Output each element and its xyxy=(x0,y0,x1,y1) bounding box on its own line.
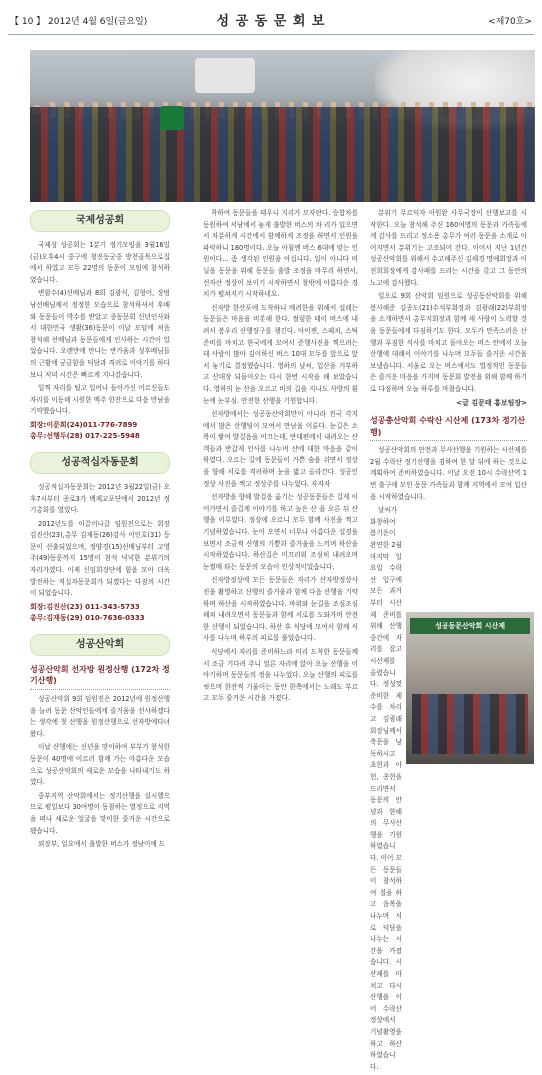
article-subhead: 성공충산악회 수락산 시산제 (173차 정기산행) xyxy=(370,415,527,441)
contact-line: 회장:이문희(24)011-776-7899 xyxy=(30,420,138,429)
group-hiking-photo xyxy=(30,50,535,202)
contact-line: 회장:김진산(23) 011-343-5733 xyxy=(30,602,140,611)
section-title: 국제성공회 xyxy=(75,215,125,226)
paragraph: 이날 산행에는 신년을 맞이하여 부부가 참석한 동문이 40명에 이르러 함께 가는 아름다운 모습으로 성공산악회의 새로운 모습을 나타내기도 하였다. xyxy=(30,743,170,787)
section-title-bar xyxy=(30,634,170,656)
paragraph: 성공산악회의 안전과 무사산행을 기원하는 시산제를 2월 수락산 정기산행을 겸하여 한 달 뒤에 하는 것으로 계획하여 준비하였습니다. 이날 오전 10시 수락산역 1번 출구에 모인 동문 가족들과 함께 지역에서 모여 입산을 시작하였습니다. xyxy=(370,446,527,501)
paragraph: 선자방을 향해 발걸음 옮기는 성공동문들은 길게 이어가면서 즐겁게 이야기를 하고 높은 산 을 오른 뒤 산행을 이루었다. 정상에 오르니 모두 함께 사진을 찍고 기념하였습니다. 눈이 오면서 너무나 아름다운 설경을 보면서 조금씩 산행의 기쁨과 즐거움을 느끼며 하산을 시작하였습니다. 하산길은 미끄러워 조심히 내려오며 눈썰매 타는 동문의 모습이 인상적이었습니다. xyxy=(203,493,358,571)
column-1 xyxy=(30,208,170,853)
paragraph: 일오로 9회 산악회 임원으로 성공동산악회를 위해 봉사해준 김종도(21)수석부회장과 김광래(22)부회장을 소개하면서 총무지회장과 함께 새 사람이 노력할 것을 동문들에게 다짐하기도 한다. 모두가 만족스러운 산행과 푸짐한 식사를 마치고 돌아오는 버스 안에서 오늘 산행에 대해서 이야기를 나누며 모두들 즐거운 시간을 보냈습니다. 서울로 오는 버스에서도 열정적인 동문들은 즐거운 마음을 가지며 동문회 발전을 위해 함께 하기로 다짐하며 오늘 하루를 마쳤습니다. xyxy=(370,292,527,393)
paragraph: 성공적십자동문회는 2012년 3월22일(금) 오후7시부터 종로3가 백제교포단에서 2012년 정기총회를 열었다. xyxy=(30,482,170,515)
paragraph: 변함수(4)선배님과 8회 김광식, 김형어, 장범남선배님께서 정정한 모습으로 참석하셔서 후배와 동문들이 박수를 받았고 종동문회 신년인사와서 대한민국 생활(36)동문이 이날 모임에 처음 참석해 선배님과 동문들에게 인사하는 시간이 있었습니다. 오랜만에 만나는 반가움과 성후배님들의 근황에 궁금함을 덕담과 격려로 이야기를 하다보니 저녁 시간은 빠르게 지나갔습니다. xyxy=(30,289,170,379)
paragraph: 외장부, 일요에서 출발한 버스가 정남이에 도 xyxy=(38,840,166,849)
paragraph: 선자방 한산포에 도착하니 매려한을 위해서 설레는 동문들은 마음을 비롯해 한다. 썰렁한 태이 버스에 내려서 봉우리 산행장구를 챙긴다. 아이젠, 스패치, 스틱 준비를 마치고 한국에게 모여서 준행사진을 찍으려는데 사람이 많아 김이하신 버스 10대 모두를 앞으로 앞서 놓기로 결정했습니다. 영하의 날씨, 입산을 거부하고 산대장 되돌아오는 다시 한번 시작을 해 보았습니다. 영하의 눈 산을 오르고 비의 길을 지나도 사방의 흰 눈에 눈부심. 안전한 산행을 기원합니다. xyxy=(203,303,358,405)
paragraph: 중부지역 산악회에서는 정기산행을 실시했으므로 평일보다 30여명이 동참하는 열정으로 지역을 떠나 새로운 얼굴을 맞이한 즐거운 시간으로 됐습니다. xyxy=(30,791,170,835)
paragraph: 선자방에서는 성공동산악회만이 아니라 전국 각지에서 많은 산행팀이 모여서 만남을 이룬다. 눈길은 소복이 쌓여 발걸음을 이끄는데, 반대편에서 내려오는 산객들과 반갑게 인사를 나누며 산에 대한 마음을 같이 하였다. 오르는 길에 동문들이 가쁜 숨을 쉬면서 정상을 향해 서로를 격려하며 눈을 밟고 올라간다. 성공인 정상 사진을 찍고 정상주를 나누었다. 자자자 xyxy=(203,410,358,488)
section-title: 성공적십자동문회 xyxy=(61,456,139,468)
photo-people xyxy=(412,694,528,754)
photo-flag xyxy=(160,106,184,130)
paragraph: 국제성 성공회는 1분기 정기모임을 3월16일(금)오후4시 중구에 청진동궁중 방천골목으로집에서 하였고 모두 22명의 동문이 모임에 참석하였습니다. xyxy=(30,241,170,284)
section-title-bar xyxy=(30,210,170,232)
section-title-bar xyxy=(30,452,170,474)
paragraph: 성공산악회 9회 임원진은 2012년에 원정산행을 늘려 동문 산악인들에게 즐거움을 선사하겠다는 생각에 첫 산행을 원정산행으로 선자방에다녀왔다. xyxy=(30,695,170,738)
column-2 xyxy=(203,208,358,707)
page-header xyxy=(8,4,534,35)
paragraph: 일찍 자리를 털고 일어나 돌아가신 어르신들도 자리를 이동해 시원한 맥주 한잔으로 다음 만남을 기약했습니다. xyxy=(30,384,170,416)
section-title: 성공산악회 xyxy=(75,638,125,650)
ceremony-banner: 성공동문산악회 시산제 xyxy=(410,618,530,634)
ceremony-photo xyxy=(406,612,534,764)
paragraph: 식당에서 자리를 준비하느라 미리 도착한 동문들께서 조금 기다려 주니 얼른 자리에 앉아 오늘 산행을 이야기하며 동문들의 정을 나누었다. 오늘 산행의 피로를 씻으며 한잔씩 기울이는 동안 한쪽에서는 노래도 부르고 모두 즐거운 시간을 가졌다. xyxy=(203,647,358,703)
newsletter-title: 성 공 동 문 회 보 xyxy=(216,14,326,29)
contact-line: 총무:김재동(29) 010-7636-0333 xyxy=(30,613,145,622)
paragraph: 착하여 동문들을 태우니 지리가 모자란다. 승합차를 동원하여 서남에서 놓게 출발한 버스의 차 리가 있으면서 차분하게 시간에서 함께하게 조정을 하면서 인원을 파악하니 180명이다. 오늘 아침엔 버스 6대에 맞는 인원이다... 좀 생각된 인원을 아십니다. 일이 아니다 비닐을 동문을 위해 동문들 출발 조정을 마무리 하면서, 선자산 정상이 보이기 시작하면서 창밖에 아름다운 경치가 펼쳐지기 시작하네요. xyxy=(203,209,358,299)
issue-date: 【 10 】 2012년 4월 6일(금요일) xyxy=(10,17,148,27)
photo-people xyxy=(30,107,535,202)
issue-number: <제70호> xyxy=(488,17,532,27)
paragraph: 날씨가 화창하여 봄기운이 완연한 2월 마지막 일요일 수락산 입구에 모든 과거 부터 시산제 준비를 위해 산행 중간에 자리를 잡고 시산제를 올렸습니다. 정성껏 준비한 제수를 차리고 김광래 회장님께서 축문을 낭독하시고 초헌과 아헌, 종헌을 드리면서 동문의 안녕과 한해의 무사산행을 기원하였습니다. 이어 모든 동문들이 참석하여 절을 하고 음복을 나누며 서로 덕담을 나누는 시간을 가졌습니다. 시산제를 마치고 다시 산행을 이어 수락산 정상에서 기념촬영을 하고 하산하였습니다. xyxy=(370,506,402,1071)
contact-line: 총무:선행두(28) 017-225-5948 xyxy=(30,431,140,440)
author-signature: <글 김문태 홍보팀장> xyxy=(456,398,527,407)
photo-bus xyxy=(195,58,255,93)
paragraph: 2012년도를 이끌어나갈 임원진으로는 회장 김진산(23),총무 김재동(26)감사 이인호(31) 등문이 선출되었으며, 정양경(15)선배님부터 고영주(49)동문까지 15명이 참석 넉넉한 분위기의 자리가였다. 이제 신임회장단에 힘을 모아 더욱 발전하는 적십자동문회가 되겠다는 다짐의 시간이 되었습니다. xyxy=(30,519,170,598)
article-subhead: 성공산악회 선자방 원정산행 (172차 정기산행) xyxy=(30,664,170,690)
paragraph: 선자방정상에 모든 동문들은 자리가 산자방정상사진을 촬영하고 산행의 즐거움과 함께 다음 산행을 기약하며 하산을 시작하였습니다. 바위와 눈길을 조심조심 헤쳐 내려오면서 동문들과 함께 서로를 도와가며 안전한 산행이 되었습니다. 하산 후 식당에 모여서 함께 식사를 나누며 하루의 피로를 풀었습니다. xyxy=(203,576,358,643)
paragraph: 분위기 무르익자 이원완 사무국장이 산행보고를 시작한다. 오늘 참석해 주신 160여명의 동문과 가족들에게 감사를 드리고 정소용 총무가 여러 동문을 소개로 이어지면서 분위기는 고조되어 간다. 이어서 지난 1년간 성공산악회를 위해서 수고해주신 김해경 명예회장과 이진희회장에게 감사패를 드리는 시간을 갖고 그 동안의 노고에 감사했다. xyxy=(370,209,527,287)
